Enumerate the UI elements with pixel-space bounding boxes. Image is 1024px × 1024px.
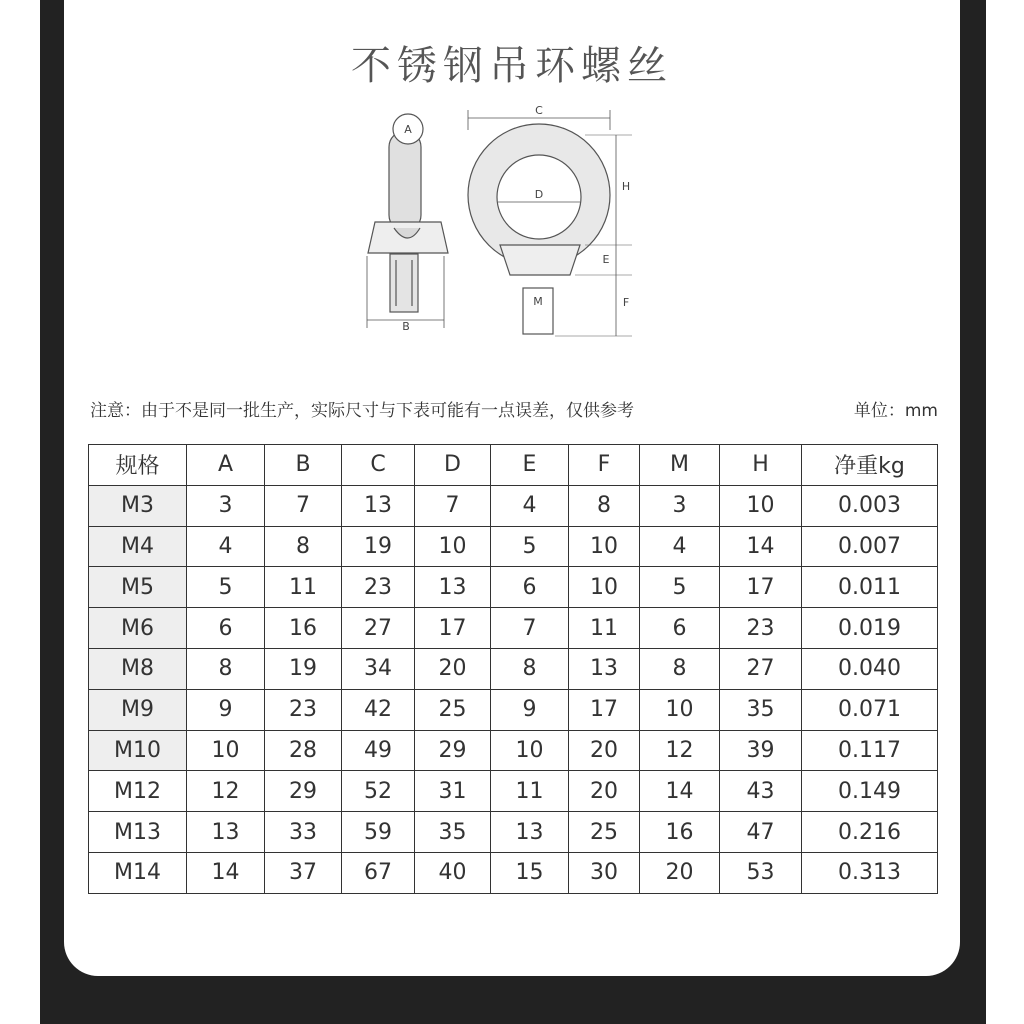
table-header-row — [89, 445, 938, 486]
column-header: C — [342, 445, 415, 486]
value-cell: 13 — [342, 485, 415, 526]
value-cell: 17 — [415, 608, 491, 649]
spec-cell: M6 — [89, 608, 187, 649]
value-cell: 39 — [720, 730, 802, 771]
value-cell: 13 — [415, 567, 491, 608]
value-cell: 10 — [640, 689, 720, 730]
column-header: 规格 — [89, 445, 187, 486]
column-header: D — [415, 445, 491, 486]
value-cell: 59 — [342, 812, 415, 853]
spec-cell: M12 — [89, 771, 187, 812]
value-cell: 0.003 — [802, 485, 938, 526]
value-cell: 67 — [342, 852, 415, 893]
label-e: E — [602, 253, 610, 266]
value-cell: 10 — [187, 730, 265, 771]
value-cell: 23 — [342, 567, 415, 608]
value-cell: 0.149 — [802, 771, 938, 812]
value-cell: 0.011 — [802, 567, 938, 608]
label-a: A — [404, 123, 412, 136]
value-cell: 4 — [491, 485, 569, 526]
value-cell: 16 — [640, 812, 720, 853]
value-cell: 33 — [265, 812, 342, 853]
value-cell: 10 — [720, 485, 802, 526]
value-cell: 11 — [569, 608, 640, 649]
value-cell: 10 — [569, 567, 640, 608]
value-cell: 25 — [415, 689, 491, 730]
value-cell: 20 — [569, 771, 640, 812]
value-cell: 47 — [720, 812, 802, 853]
spec-cell: M5 — [89, 567, 187, 608]
value-cell: 0.040 — [802, 648, 938, 689]
value-cell: 17 — [569, 689, 640, 730]
value-cell: 29 — [415, 730, 491, 771]
spec-cell: M14 — [89, 852, 187, 893]
value-cell: 19 — [342, 526, 415, 567]
value-cell: 31 — [415, 771, 491, 812]
value-cell: 43 — [720, 771, 802, 812]
spec-cell: M13 — [89, 812, 187, 853]
value-cell: 3 — [187, 485, 265, 526]
value-cell: 0.007 — [802, 526, 938, 567]
value-cell: 52 — [342, 771, 415, 812]
table-row — [89, 567, 938, 608]
eye-bolt-diagram — [340, 100, 640, 350]
value-cell: 16 — [265, 608, 342, 649]
table-row — [89, 608, 938, 649]
spec-cell: M9 — [89, 689, 187, 730]
spec-cell: M4 — [89, 526, 187, 567]
value-cell: 5 — [640, 567, 720, 608]
value-cell: 40 — [415, 852, 491, 893]
column-header: B — [265, 445, 342, 486]
column-header: E — [491, 445, 569, 486]
value-cell: 10 — [415, 526, 491, 567]
value-cell: 14 — [640, 771, 720, 812]
value-cell: 23 — [720, 608, 802, 649]
value-cell: 7 — [491, 608, 569, 649]
value-cell: 14 — [720, 526, 802, 567]
value-cell: 6 — [491, 567, 569, 608]
value-cell: 23 — [265, 689, 342, 730]
value-cell: 6 — [187, 608, 265, 649]
value-cell: 14 — [187, 852, 265, 893]
table-row — [89, 485, 938, 526]
label-b: B — [402, 320, 410, 333]
value-cell: 27 — [720, 648, 802, 689]
value-cell: 0.019 — [802, 608, 938, 649]
value-cell: 7 — [265, 485, 342, 526]
label-h: H — [621, 180, 631, 193]
value-cell: 5 — [491, 526, 569, 567]
value-cell: 10 — [491, 730, 569, 771]
value-cell: 10 — [569, 526, 640, 567]
value-cell: 8 — [265, 526, 342, 567]
label-d: D — [534, 188, 544, 201]
value-cell: 53 — [720, 852, 802, 893]
value-cell: 0.117 — [802, 730, 938, 771]
spec-cell: M8 — [89, 648, 187, 689]
value-cell: 11 — [491, 771, 569, 812]
value-cell: 35 — [720, 689, 802, 730]
value-cell: 8 — [640, 648, 720, 689]
value-cell: 20 — [640, 852, 720, 893]
value-cell: 13 — [187, 812, 265, 853]
spec-cell: M10 — [89, 730, 187, 771]
label-c: C — [535, 104, 543, 117]
column-header: M — [640, 445, 720, 486]
value-cell: 8 — [569, 485, 640, 526]
value-cell: 0.216 — [802, 812, 938, 853]
value-cell: 34 — [342, 648, 415, 689]
value-cell: 3 — [640, 485, 720, 526]
spec-cell: M3 — [89, 485, 187, 526]
column-header: A — [187, 445, 265, 486]
value-cell: 8 — [491, 648, 569, 689]
value-cell: 15 — [491, 852, 569, 893]
column-header: H — [720, 445, 802, 486]
value-cell: 13 — [569, 648, 640, 689]
side-view-shank — [389, 131, 421, 231]
value-cell: 20 — [569, 730, 640, 771]
value-cell: 12 — [640, 730, 720, 771]
label-m: M — [533, 295, 543, 308]
table-row — [89, 689, 938, 730]
label-f: F — [622, 296, 630, 309]
value-cell: 9 — [187, 689, 265, 730]
value-cell: 7 — [415, 485, 491, 526]
value-cell: 9 — [491, 689, 569, 730]
table-row — [89, 771, 938, 812]
table-row — [89, 730, 938, 771]
value-cell: 49 — [342, 730, 415, 771]
value-cell: 4 — [640, 526, 720, 567]
value-cell: 13 — [491, 812, 569, 853]
value-cell: 8 — [187, 648, 265, 689]
unit-label: 单位：mm — [853, 401, 938, 421]
table-row — [89, 648, 938, 689]
value-cell: 4 — [187, 526, 265, 567]
value-cell: 20 — [415, 648, 491, 689]
table-row — [89, 526, 938, 567]
value-cell: 35 — [415, 812, 491, 853]
column-header: F — [569, 445, 640, 486]
table-row — [89, 812, 938, 853]
front-collar — [500, 245, 580, 275]
value-cell: 0.313 — [802, 852, 938, 893]
value-cell: 12 — [187, 771, 265, 812]
value-cell: 0.071 — [802, 689, 938, 730]
page-title: 不锈钢吊环螺丝 — [351, 43, 673, 89]
value-cell: 42 — [342, 689, 415, 730]
disclaimer-note: 注意：由于不是同一批生产，实际尺寸与下表可能有一点误差，仅供参考 — [90, 401, 634, 421]
value-cell: 11 — [265, 567, 342, 608]
spec-table — [88, 444, 938, 894]
value-cell: 19 — [265, 648, 342, 689]
value-cell: 29 — [265, 771, 342, 812]
value-cell: 6 — [640, 608, 720, 649]
side-view-thread — [390, 254, 418, 312]
value-cell: 37 — [265, 852, 342, 893]
value-cell: 28 — [265, 730, 342, 771]
value-cell: 30 — [569, 852, 640, 893]
value-cell: 17 — [720, 567, 802, 608]
value-cell: 5 — [187, 567, 265, 608]
value-cell: 27 — [342, 608, 415, 649]
table-row — [89, 852, 938, 893]
column-header: 净重kg — [802, 445, 938, 486]
value-cell: 25 — [569, 812, 640, 853]
